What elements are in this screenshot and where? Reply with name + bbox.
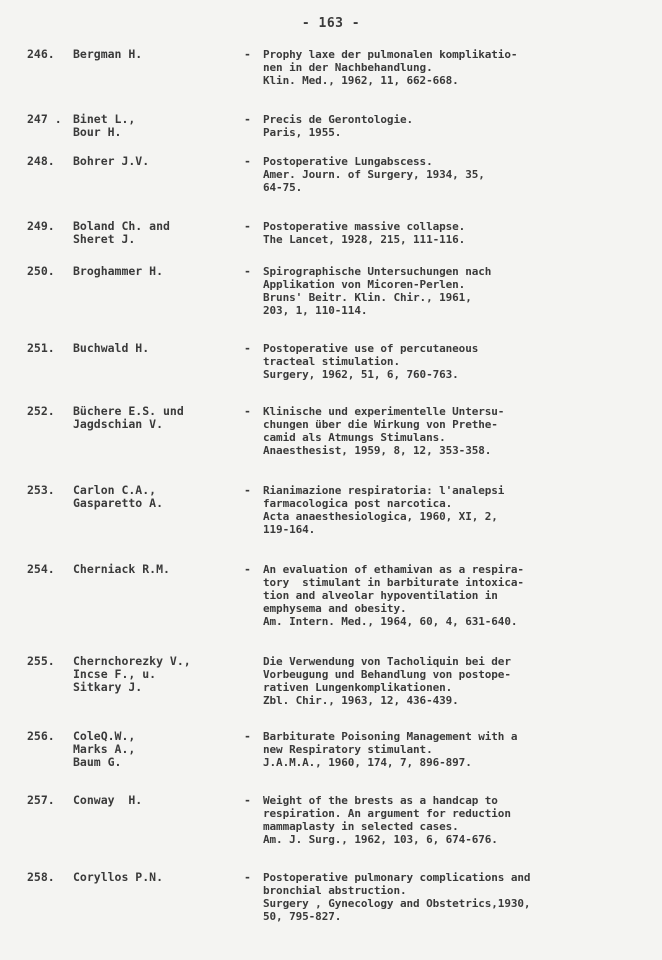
entry-reference	[263, 113, 653, 139]
entry-number: 251.	[27, 341, 55, 355]
entry-reference	[263, 563, 653, 628]
entry-reference	[263, 871, 653, 923]
reference-line: Applikation von Micoren-Perlen.	[263, 278, 466, 291]
author: Gasparetto A.	[73, 496, 164, 510]
dash: -	[244, 219, 251, 233]
entry-authors	[73, 484, 163, 510]
reference-line: 50, 795-827.	[263, 910, 342, 923]
author: Bergman H.	[73, 47, 143, 61]
reference-line: 119-164.	[263, 523, 316, 536]
reference-line: Amer. Journ. of Surgery, 1934, 35,	[263, 168, 485, 181]
entry-authors	[73, 730, 135, 769]
reference-line: An evaluation of ethamivan as a respira-	[263, 563, 524, 576]
reference-line: Postoperative use of percutaneous	[263, 342, 479, 355]
reference-line: Spirographische Untersuchungen nach	[263, 265, 492, 278]
author: ColeQ.W.,	[73, 729, 136, 743]
entry-authors	[73, 113, 135, 139]
author: Sheret J.	[73, 232, 136, 246]
reference-line: tory stimulant in barbiturate intoxica-	[263, 576, 524, 589]
reference-line: Prophy laxe der pulmonalen komplikatio-	[263, 48, 518, 61]
entry-authors	[73, 563, 170, 576]
entry-number: 252.	[27, 404, 55, 418]
reference-line: Rianimazione respiratoria: l'analepsi	[263, 484, 505, 497]
reference-line: Vorbeugung und Behandlung von postope-	[263, 668, 511, 681]
reference-line: Paris, 1955.	[263, 126, 342, 139]
author: Incse F., u.	[73, 667, 157, 681]
reference-line: respiration. An argument for reduction	[263, 807, 511, 820]
entry-authors	[73, 220, 170, 246]
reference-line: Surgery, 1962, 51, 6, 760-763.	[263, 368, 459, 381]
reference-line: Weight of the brests as a handcap to	[263, 794, 498, 807]
reference-line: Barbiturate Poisoning Management with a	[263, 730, 518, 743]
author: Baum G.	[73, 755, 122, 769]
author: Büchere E.S. und	[73, 404, 184, 418]
dash: -	[244, 483, 251, 497]
reference-line: nen in der Nachbehandlung.	[263, 61, 433, 74]
page-number: - 163 -	[301, 16, 361, 31]
author: Broghammer H.	[73, 264, 164, 278]
author: Binet L.,	[73, 112, 136, 126]
entry-reference	[263, 155, 653, 194]
reference-line: Acta anaesthesiologica, 1960, XI, 2,	[263, 510, 498, 523]
reference-line: Precis de Gerontologie.	[263, 113, 414, 126]
entry-number: 256.	[27, 729, 55, 743]
dash: -	[244, 793, 251, 807]
reference-line: tracteal stimulation.	[263, 355, 400, 368]
author: Bour H.	[73, 125, 122, 139]
entry-authors	[73, 342, 149, 355]
entry-authors	[73, 871, 163, 884]
reference-line: 203, 1, 110-114.	[263, 304, 368, 317]
entry-reference	[263, 48, 653, 87]
author: Coryllos P.N.	[73, 870, 164, 884]
author: Marks A.,	[73, 742, 136, 756]
entry-authors	[73, 794, 142, 807]
author: Chernchorezky V.,	[73, 654, 191, 668]
author: Cherniack R.M.	[73, 562, 170, 576]
entry-number: 248.	[27, 154, 55, 168]
reference-line: new Respiratory stimulant.	[263, 743, 433, 756]
dash: -	[244, 404, 251, 418]
reference-line: emphysema and obesity.	[263, 602, 407, 615]
reference-line: The Lancet, 1928, 215, 111-116.	[263, 233, 466, 246]
entry-reference	[263, 730, 653, 769]
reference-line: camid als Atmungs Stimulans.	[263, 431, 446, 444]
entry-authors	[73, 48, 142, 61]
entry-number: 254.	[27, 562, 55, 576]
reference-line: bronchial abstruction.	[263, 884, 407, 897]
dash: -	[244, 47, 251, 61]
reference-line: Anaesthesist, 1959, 8, 12, 353-358.	[263, 444, 492, 457]
dash: -	[244, 154, 251, 168]
author: Conway H.	[73, 793, 143, 807]
author: Sitkary J.	[73, 680, 143, 694]
dash: -	[244, 870, 251, 884]
entry-number: 246.	[27, 47, 55, 61]
entry-number: 255.	[27, 654, 55, 668]
reference-line: Die Verwendung von Tacholiquin bei der	[263, 655, 511, 668]
entry-number: 257.	[27, 793, 55, 807]
reference-line: 64-75.	[263, 181, 303, 194]
entry-reference	[263, 405, 653, 457]
reference-line: J.A.M.A., 1960, 174, 7, 896-897.	[263, 756, 472, 769]
dash: -	[244, 112, 251, 126]
entry-number: 250.	[27, 264, 55, 278]
reference-line: Klin. Med., 1962, 11, 662-668.	[263, 74, 459, 87]
entry-authors	[73, 405, 184, 431]
reference-line: Bruns' Beitr. Klin. Chir., 1961,	[263, 291, 472, 304]
entry-number: 249.	[27, 219, 55, 233]
reference-line: Postoperative massive collapse.	[263, 220, 466, 233]
author: Jagdschian V.	[73, 417, 164, 431]
entry-reference	[263, 655, 653, 707]
dash: -	[244, 729, 251, 743]
reference-line: Am. J. Surg., 1962, 103, 6, 674-676.	[263, 833, 498, 846]
entry-authors	[73, 155, 149, 168]
reference-line: Am. Intern. Med., 1964, 60, 4, 631-640.	[263, 615, 518, 628]
entry-reference	[263, 484, 653, 536]
entry-authors	[73, 655, 191, 694]
reference-line: farmacologica post narcotica.	[263, 497, 453, 510]
reference-line: Surgery , Gynecology and Obstetrics,1930,	[263, 897, 531, 910]
dash: -	[244, 264, 251, 278]
entry-number: 247 .	[27, 112, 62, 126]
entry-number: 253.	[27, 483, 55, 497]
reference-line: Klinische und experimentelle Untersu-	[263, 405, 505, 418]
reference-line: Postoperative Lungabscess.	[263, 155, 433, 168]
author: Bohrer J.V.	[73, 154, 150, 168]
entry-reference	[263, 220, 653, 246]
reference-line: tion and alveolar hypoventilation in	[263, 589, 498, 602]
author: Buchwald H.	[73, 341, 150, 355]
reference-line: chungen über die Wirkung von Prethe-	[263, 418, 498, 431]
reference-line: mammaplasty in selected cases.	[263, 820, 459, 833]
dash: -	[244, 341, 251, 355]
entry-authors	[73, 265, 163, 278]
reference-line: rativen Lungenkomplikationen.	[263, 681, 453, 694]
entry-reference	[263, 794, 653, 846]
author: Carlon C.A.,	[73, 483, 157, 497]
reference-line: Postoperative pulmonary complications and	[263, 871, 531, 884]
entry-reference	[263, 265, 653, 317]
author: Boland Ch. and	[73, 219, 170, 233]
dash: -	[244, 562, 251, 576]
entry-number: 258.	[27, 870, 55, 884]
reference-line: Zbl. Chir., 1963, 12, 436-439.	[263, 694, 459, 707]
entry-reference	[263, 342, 653, 381]
